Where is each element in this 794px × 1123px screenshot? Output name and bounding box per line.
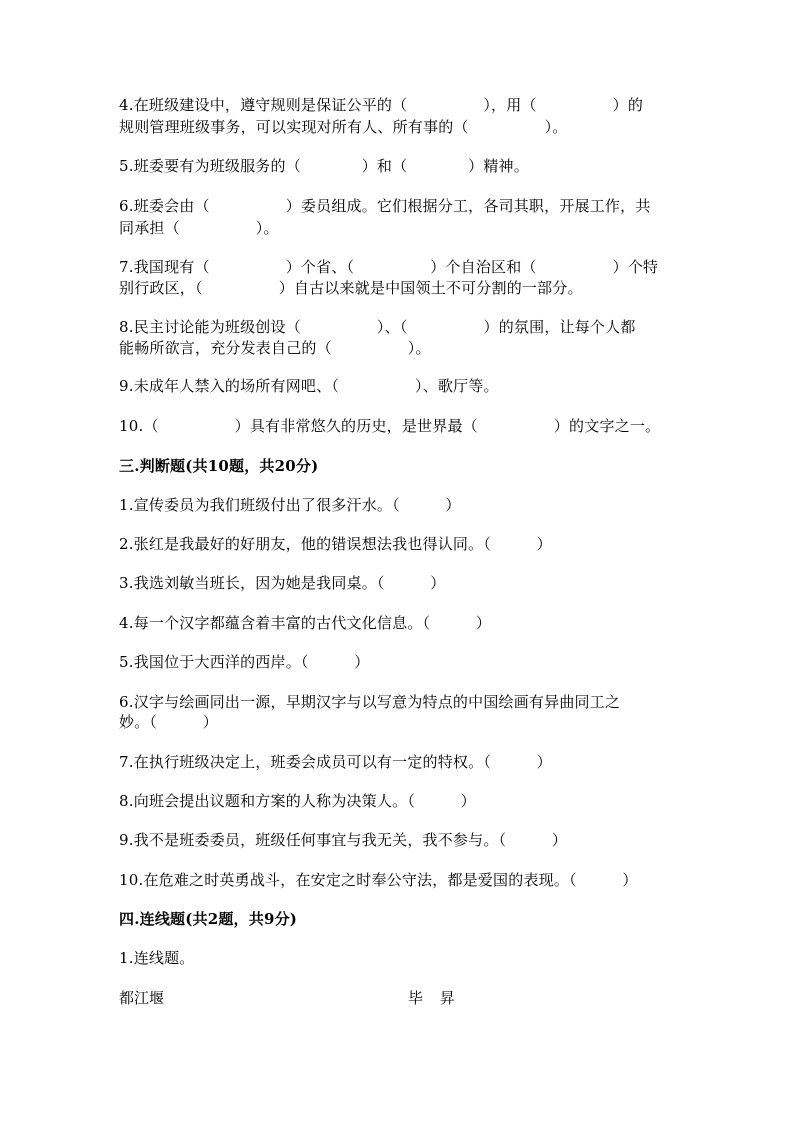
judgment-item: 5.我国位于大西洋的西岸。（ ）	[119, 653, 370, 671]
judgment-item: 10.在危难之时英勇战斗，在安定之时奉公守法，都是爱国的表现。（ ）	[119, 871, 638, 889]
fill-q9-line1: 9.未成年人禁入的场所有网吧、（ ）、歌厅等。	[119, 377, 499, 395]
judgment-item: 2.张红是我最好的好朋友，他的错误想法我也得认同。（ ）	[119, 535, 552, 553]
judgment-item: 1.宣传委员为我们班级付出了很多汗水。（ ）	[119, 496, 461, 514]
fill-q6-line1: 6.班委会由（ ）委员组成。它们根据分工，各司其职，开展工作，共	[119, 197, 651, 215]
judgment-item: 4.每一个汉字都蕴含着丰富的古代文化信息。（ ）	[119, 614, 492, 632]
judgment-heading: 三.判断题(共10题，共20分)	[119, 457, 319, 475]
matching-right-item[interactable]: 毕 昇	[408, 989, 461, 1007]
fill-q8-line2: 能畅所欲言，充分发表自己的（ ）。	[119, 339, 431, 357]
matching-left-item[interactable]: 都江堰	[119, 989, 165, 1007]
fill-q7-line1: 7.我国现有（ ）个省、（ ）个自治区和（ ）个特	[119, 258, 659, 276]
judgment-item: 8.向班会提出议题和方案的人称为决策人。（ ）	[119, 792, 476, 810]
matching-q1: 1.连线题。	[119, 949, 195, 967]
judgment-item: 7.在执行班级决定上，班委会成员可以有一定的特权。（ ）	[119, 753, 552, 771]
fill-q8-line1: 8.民主讨论能为班级创设（ ）、（ ）的氛围，让每个人都	[119, 318, 636, 336]
judgment-item: 6.汉字与绘画同出一源，早期汉字与以写意为特点的中国绘画有异曲同工之	[119, 693, 621, 711]
judgment-item: 9.我不是班委委员，班级任何事宜与我无关，我不参与。（ ）	[119, 831, 568, 849]
fill-q10-line1: 10.（ ）具有非常悠久的历史，是世界最（ ）的文字之一。	[119, 417, 661, 435]
matching-heading: 四.连线题(共2题，共9分)	[119, 910, 298, 928]
fill-q4-line2: 规则管理班级事务，可以实现对所有人、所有事的（ ）。	[119, 118, 568, 136]
fill-q4-line1: 4.在班级建设中，遵守规则是保证公平的（ ），用（ ）的	[119, 96, 644, 114]
judgment-item: 3.我选刘敏当班长，因为她是我同桌。（ ）	[119, 574, 446, 592]
fill-q6-line2: 同承担（ ）。	[119, 219, 279, 237]
judgment-item-continuation: 妙。（ ）	[119, 713, 218, 731]
fill-q7-line2: 别行政区，（ ）自古以来就是中国领土不可分割的一部分。	[119, 279, 583, 297]
fill-q5-line1: 5.班委要有为班级服务的（ ）和（ ）精神。	[119, 157, 529, 175]
